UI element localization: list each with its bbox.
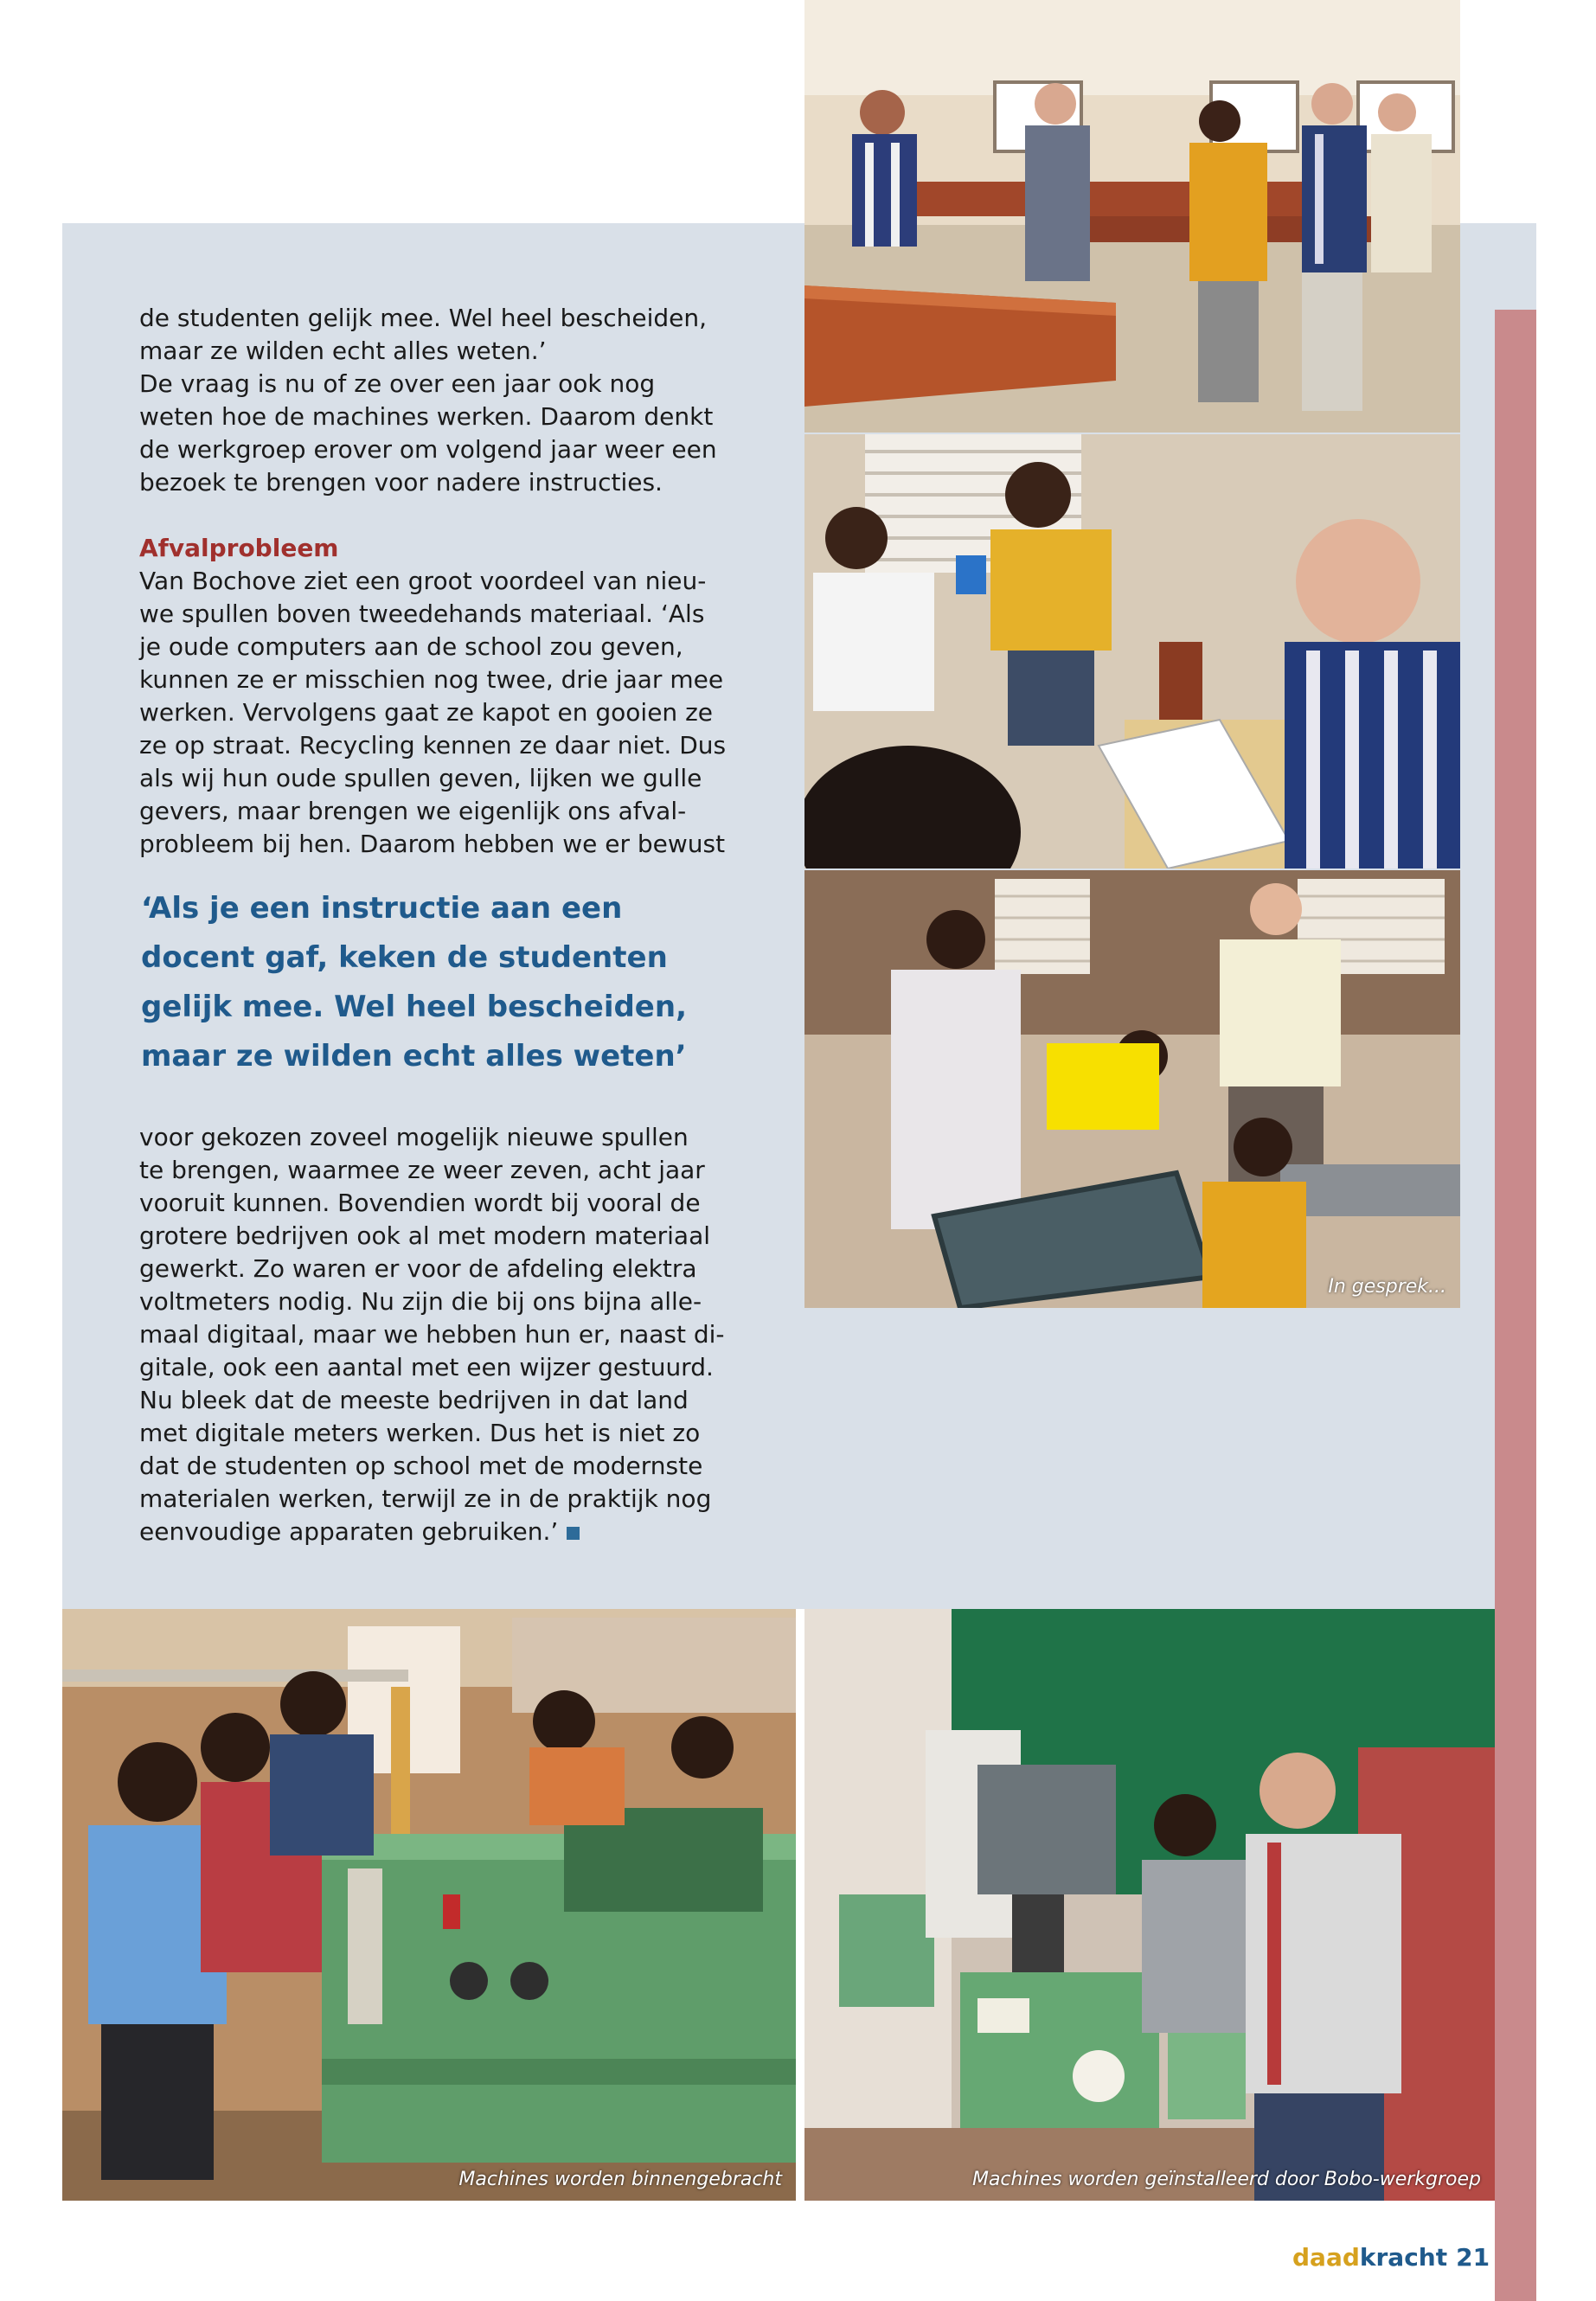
photo-discussion [804, 434, 1460, 868]
photo-machines-brought-in [62, 1609, 796, 2201]
section-heading: Afvalprobleem [139, 534, 339, 562]
decorative-side-bar [1495, 310, 1536, 2301]
photo-machines-installed [804, 1609, 1495, 2201]
end-of-article-mark [567, 1527, 580, 1540]
caption-machines-binnengebracht: Machines worden binnengebracht [458, 2169, 782, 2190]
article-paragraph-intro: de studenten gelijk mee. Wel heel bescheiden, maar ze wilden echt alles weten.’ De vraag is nu of ze over een jaar ook nog weten hoe de machines werken. Daarom denkt de werkgroep erover om volgend jaar weer een bezoek te brengen voor nadere instructies. [139, 304, 717, 497]
article-paragraph-end-block [139, 1121, 725, 1548]
magazine-brand-part2: kracht [1359, 2243, 1448, 2272]
page-number: 21 [1456, 2243, 1490, 2272]
caption-in-gesprek: In gesprek... [1328, 1276, 1446, 1298]
photo-classroom-visit [804, 0, 1460, 433]
article-paragraph-middle: Van Bochove ziet een groot voordeel van nieu- we spullen boven tweedehands materiaal. ‘Als je oude computers aan de school zou geven, kunnen ze er misschien nog twee, drie jaar mee werken. Vervolgens gaat ze kapot en gooien ze ze op straat. Recycling kennen ze daar niet. Dus als wij hun oude spullen geven, lijken we gulle gevers, maar brengen we eigenlijk ons afval- probleem bij hen. Daarom hebben we er bewust [139, 567, 727, 858]
article-section [139, 532, 727, 861]
page-footer [1292, 2243, 1490, 2272]
article-paragraph-end: voor gekozen zoveel mogelijk nieuwe spullen te brengen, waarmee ze weer zeven, acht jaar vooruit kunnen. Bovendien wordt bij vooral de grotere bedrijven ook al met modern materiaal gewerkt. Zo waren er voor de afdeling elektra voltmeters nodig. Nu zijn die bij ons bijna alle- maal digitaal, maar we hebben hun er, naast di- gitale, ook een aantal met een wijzer gestuurd. Nu bleek dat de meeste bedrijven in dat land met digitale meters werken. Dus het is niet zo dat de studenten op school met de modernste materialen werken, terwijl ze in de praktijk nog eenvoudige apparaten gebruiken.’ [139, 1123, 725, 1546]
caption-machines-geinstalleerd: Machines worden geïnstalleerd door Bobo-werkgroep [971, 2169, 1481, 2190]
pull-quote: ‘Als je een instructie aan een docent gaf, keken de studenten gelijk mee. Wel heel bescheiden, maar ze wilden echt alles weten’ [141, 891, 687, 1074]
photo-workshop-frame [804, 870, 1460, 1308]
magazine-brand-part1: daad [1292, 2243, 1360, 2272]
